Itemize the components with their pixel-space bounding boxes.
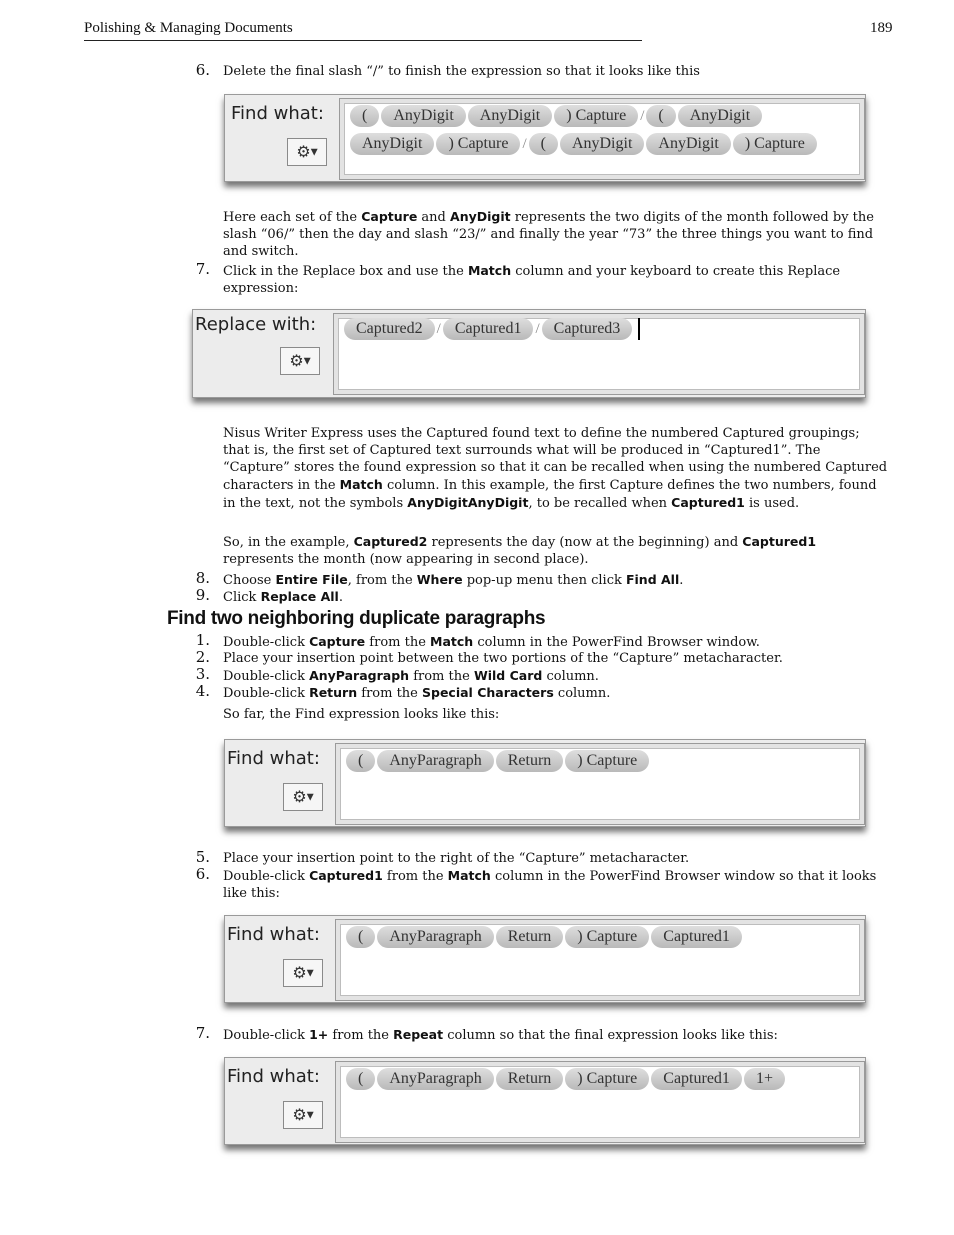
explanation-paragraph: Nisus Writer Express uses the Captured found text to define the numbered Captured groupings; that is, the first set of Captured text surrounds what will be produced in “Captured1”. The “Capture” stores the found expression so that it can be recalled when using the numbered Captured characters in the Match column. In this example, the first Capture defines the two numbers, found in the text, not the symbols AnyDigitAnyDigit, to be recalled when Captured1 is used. bbox=[223, 426, 888, 511]
step-text: Delete the final slash “/” to finish the expression so that it looks like this bbox=[223, 64, 700, 79]
token[interactable]: ) Capture bbox=[565, 750, 649, 772]
token-row bbox=[346, 926, 744, 948]
token-row bbox=[344, 318, 640, 340]
chevron-down-icon: ▼ bbox=[306, 792, 314, 803]
step-number: 2. bbox=[195, 648, 210, 666]
gear-menu-button[interactable] bbox=[283, 959, 323, 987]
token[interactable]: ) Capture bbox=[554, 105, 638, 127]
token[interactable]: Captured1 bbox=[651, 1068, 742, 1090]
find-what-panel-2 bbox=[224, 739, 866, 827]
token-row bbox=[350, 133, 819, 155]
gear-icon: ⚙ bbox=[292, 787, 307, 806]
chevron-down-icon: ▼ bbox=[306, 968, 314, 979]
find-what-panel-3 bbox=[224, 915, 866, 1003]
token[interactable]: ) Capture bbox=[733, 133, 817, 155]
slash-char: / bbox=[522, 135, 527, 152]
slash-char: / bbox=[535, 320, 540, 337]
token[interactable]: ( bbox=[346, 750, 375, 772]
step-number: 4. bbox=[195, 682, 210, 700]
step-number: 6. bbox=[195, 865, 210, 883]
explanation-paragraph: Here each set of the Capture and AnyDigit represents the two digits of the month followed by the slash “06/” then the day and slash “23/” and finally the year “73” the three things you want to find and switch. bbox=[223, 209, 874, 259]
chevron-down-icon: ▼ bbox=[310, 147, 318, 158]
find-what-panel-4 bbox=[224, 1057, 866, 1145]
token-row bbox=[346, 750, 651, 772]
step-text: Place your insertion point between the two portions of the “Capture” metacharacter. bbox=[223, 651, 783, 666]
gear-icon: ⚙ bbox=[292, 1105, 307, 1124]
step-text: Double-click Return from the Special Characters column. bbox=[223, 685, 611, 701]
running-header: Polishing & Managing Documents bbox=[84, 20, 293, 36]
step-number: 5. bbox=[195, 848, 210, 866]
token[interactable]: AnyDigit bbox=[678, 105, 762, 127]
page-number: 189 bbox=[870, 20, 893, 36]
find-expression-field[interactable] bbox=[335, 1061, 865, 1143]
slash-char: / bbox=[640, 107, 645, 124]
replace-with-panel bbox=[192, 309, 866, 398]
token[interactable]: ( bbox=[346, 1068, 375, 1090]
step-text: Double-click 1+ from the Repeat column so that the final expression looks like this: bbox=[223, 1027, 778, 1043]
find-what-label: Find what: bbox=[227, 1066, 320, 1087]
step-number: 7. bbox=[195, 260, 210, 278]
header-rule bbox=[84, 40, 642, 41]
step-number: 9. bbox=[195, 586, 210, 604]
token[interactable]: AnyDigit bbox=[468, 105, 552, 127]
section-heading: Find two neighboring duplicate paragraphs bbox=[167, 608, 546, 629]
gear-icon: ⚙ bbox=[292, 963, 307, 982]
step-text: Double-click Captured1 from the Match column in the PowerFind Browser window so that it looks like this: bbox=[223, 868, 877, 901]
slash-char: / bbox=[436, 320, 441, 337]
replace-with-label: Replace with: bbox=[195, 314, 317, 335]
gear-icon: ⚙ bbox=[296, 142, 311, 161]
step-text: Choose Entire File, from the Where pop-up menu then click Find All. bbox=[223, 572, 684, 588]
token-row bbox=[346, 1068, 787, 1090]
replace-expression-field[interactable] bbox=[333, 313, 865, 395]
explanation-paragraph: So, in the example, Captured2 represents the day (now at the beginning) and Captured1 represents the month (now appearing in second place). bbox=[223, 534, 817, 567]
token[interactable]: ) Capture bbox=[565, 926, 649, 948]
step-text: Place your insertion point to the right of the “Capture” metacharacter. bbox=[223, 851, 690, 866]
gear-menu-button[interactable] bbox=[283, 783, 323, 811]
token[interactable]: ( bbox=[529, 133, 558, 155]
chevron-down-icon: ▼ bbox=[306, 1110, 314, 1121]
find-what-panel-1 bbox=[224, 94, 866, 182]
step-number: 7. bbox=[195, 1024, 210, 1042]
text-caret bbox=[638, 318, 640, 340]
token[interactable]: ) Capture bbox=[436, 133, 520, 155]
token[interactable]: ) Capture bbox=[565, 1068, 649, 1090]
step-number: 8. bbox=[195, 569, 210, 587]
token[interactable]: ( bbox=[646, 105, 675, 127]
find-what-label: Find what: bbox=[227, 748, 320, 769]
step-text: Click Replace All. bbox=[223, 589, 343, 605]
step-text: Double-click AnyParagraph from the Wild Card column. bbox=[223, 668, 599, 684]
gear-icon: ⚙ bbox=[289, 351, 304, 370]
chevron-down-icon: ▼ bbox=[303, 356, 311, 367]
token[interactable]: AnyDigit bbox=[646, 133, 730, 155]
token[interactable]: AnyParagraph bbox=[377, 926, 493, 948]
step-text: Click in the Replace box and use the Match column and your keyboard to create this Replace expression: bbox=[223, 263, 841, 296]
token[interactable]: ( bbox=[350, 105, 379, 127]
token[interactable]: AnyParagraph bbox=[377, 750, 493, 772]
find-expression-field[interactable] bbox=[339, 98, 865, 180]
find-expression-field[interactable] bbox=[335, 919, 865, 1001]
step-number: 1. bbox=[195, 631, 210, 649]
token[interactable]: 1+ bbox=[744, 1068, 785, 1090]
token[interactable]: Captured1 bbox=[651, 926, 742, 948]
token[interactable]: AnyDigit bbox=[350, 133, 434, 155]
step-text: Double-click Capture from the Match column in the PowerFind Browser window. bbox=[223, 634, 760, 650]
token[interactable]: Return bbox=[496, 1068, 564, 1090]
token[interactable]: ( bbox=[346, 926, 375, 948]
token[interactable]: Captured1 bbox=[443, 318, 534, 340]
gear-menu-button[interactable] bbox=[287, 138, 327, 166]
step-number: 3. bbox=[195, 665, 210, 683]
token[interactable]: AnyParagraph bbox=[377, 1068, 493, 1090]
token[interactable]: Captured3 bbox=[542, 318, 633, 340]
token[interactable]: Return bbox=[496, 926, 564, 948]
find-expression-field[interactable] bbox=[335, 743, 865, 825]
token[interactable]: Return bbox=[496, 750, 564, 772]
find-what-label: Find what: bbox=[231, 103, 324, 124]
gear-menu-button[interactable] bbox=[283, 1101, 323, 1129]
find-what-label: Find what: bbox=[227, 924, 320, 945]
token[interactable]: Captured2 bbox=[344, 318, 435, 340]
token-row bbox=[350, 105, 764, 127]
token[interactable]: AnyDigit bbox=[560, 133, 644, 155]
gear-menu-button[interactable] bbox=[280, 347, 320, 375]
step-note: So far, the Find expression looks like this: bbox=[223, 707, 500, 722]
token[interactable]: AnyDigit bbox=[381, 105, 465, 127]
step-number: 6. bbox=[195, 61, 210, 79]
